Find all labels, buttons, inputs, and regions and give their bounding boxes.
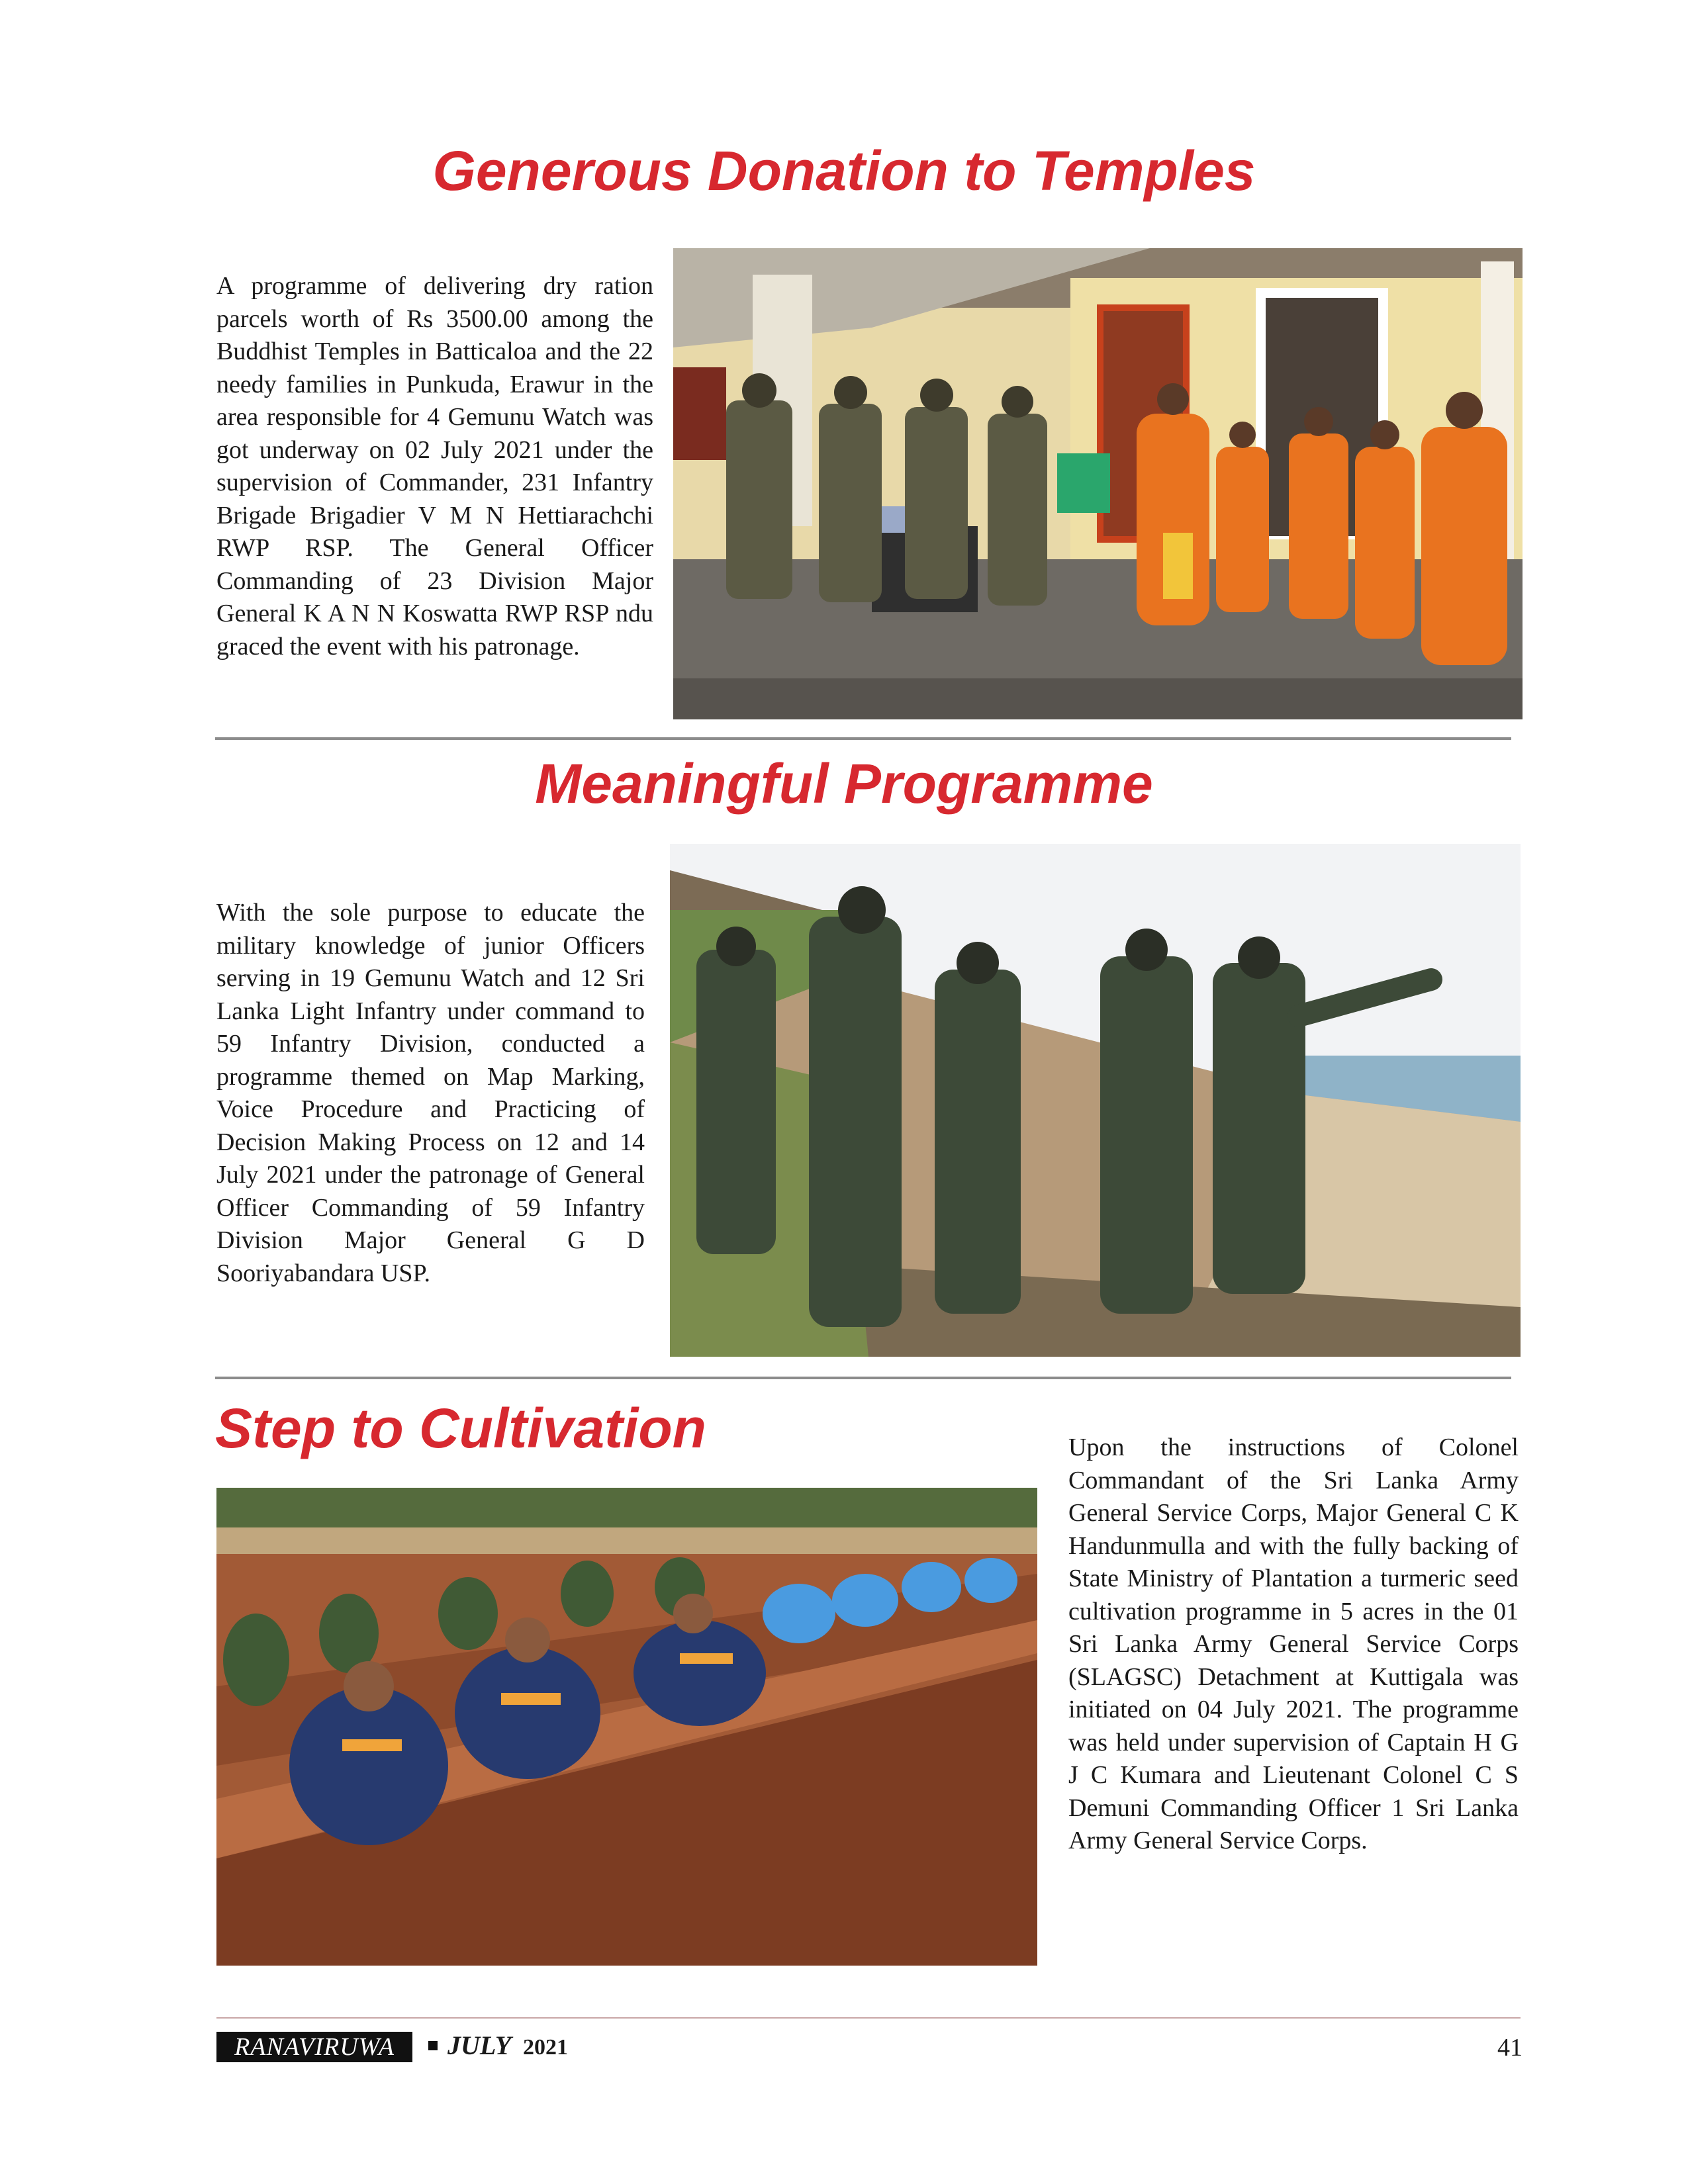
footer-rule (216, 2017, 1521, 2019)
article-body-donation: A programme of delivering dry ration parcels worth of Rs 3500.00 among the Buddhist Temples in Batticaloa and the 22 needy families in Punkuda, Erawur in the area responsible for 4 Gemunu Watch was got underway on 02 July 2021 under the supervision of Commander, 231 Infantry Brigade Brigadier V M N Hettiarachchi RWP RSP. The General Officer Commanding of 23 Division Major General K A N N Koswatta RWP RSP ndu graced the event with his patronage. (216, 272, 653, 660)
photo-cultivation-field (216, 1488, 1037, 1966)
article-title-donation: Generous Donation to Temples (432, 140, 1256, 202)
page-number: 41 (1497, 2034, 1523, 2062)
issue-year: 2021 (523, 2035, 568, 2060)
article-title-programme: Meaningful Programme (535, 752, 1153, 815)
article-body-programme: With the sole purpose to educate the military knowledge of junior Officers serving in 19 Gemunu Watch and 12 Sri Lanka Light Infantry under command to 59 Infantry Division, conducted a programme themed on Map Marking, Voice Procedure and Practicing of Decision Making Process on 12 and 14 July 2021 under the patronage of General Officer Commanding of 59 Infantry Division Major General G D Sooriyabandara USP. (216, 899, 645, 1287)
issue-month: JULY (447, 2030, 512, 2060)
section-divider (215, 737, 1511, 740)
footer-bullet (428, 2041, 438, 2050)
photo-temple-donation (673, 248, 1523, 719)
section-divider (215, 1377, 1511, 1379)
photo-officers-beach (670, 844, 1521, 1357)
magazine-name: RANAVIRUWA (216, 2032, 412, 2062)
article-body-cultivation: Upon the instructions of Colonel Commandant of the Sri Lanka Army General Service Corps, Major General C K Handunmulla and with the fully backing of State Ministry of Plantation a turmeric seed cultivation programme in 5 acres in the 01 Sri Lanka Army General Service Corps (SLAGSC) Detachment at Kuttigala was initiated on 04 July 2021. The programme was held under supervision of Captain H G J C Kumara and Lieutenant Colonel C S Demuni Commanding Officer 1 Sri Lanka Army General Service Corps. (1068, 1433, 1519, 1854)
article-title-cultivation: Step to Cultivation (215, 1397, 706, 1459)
